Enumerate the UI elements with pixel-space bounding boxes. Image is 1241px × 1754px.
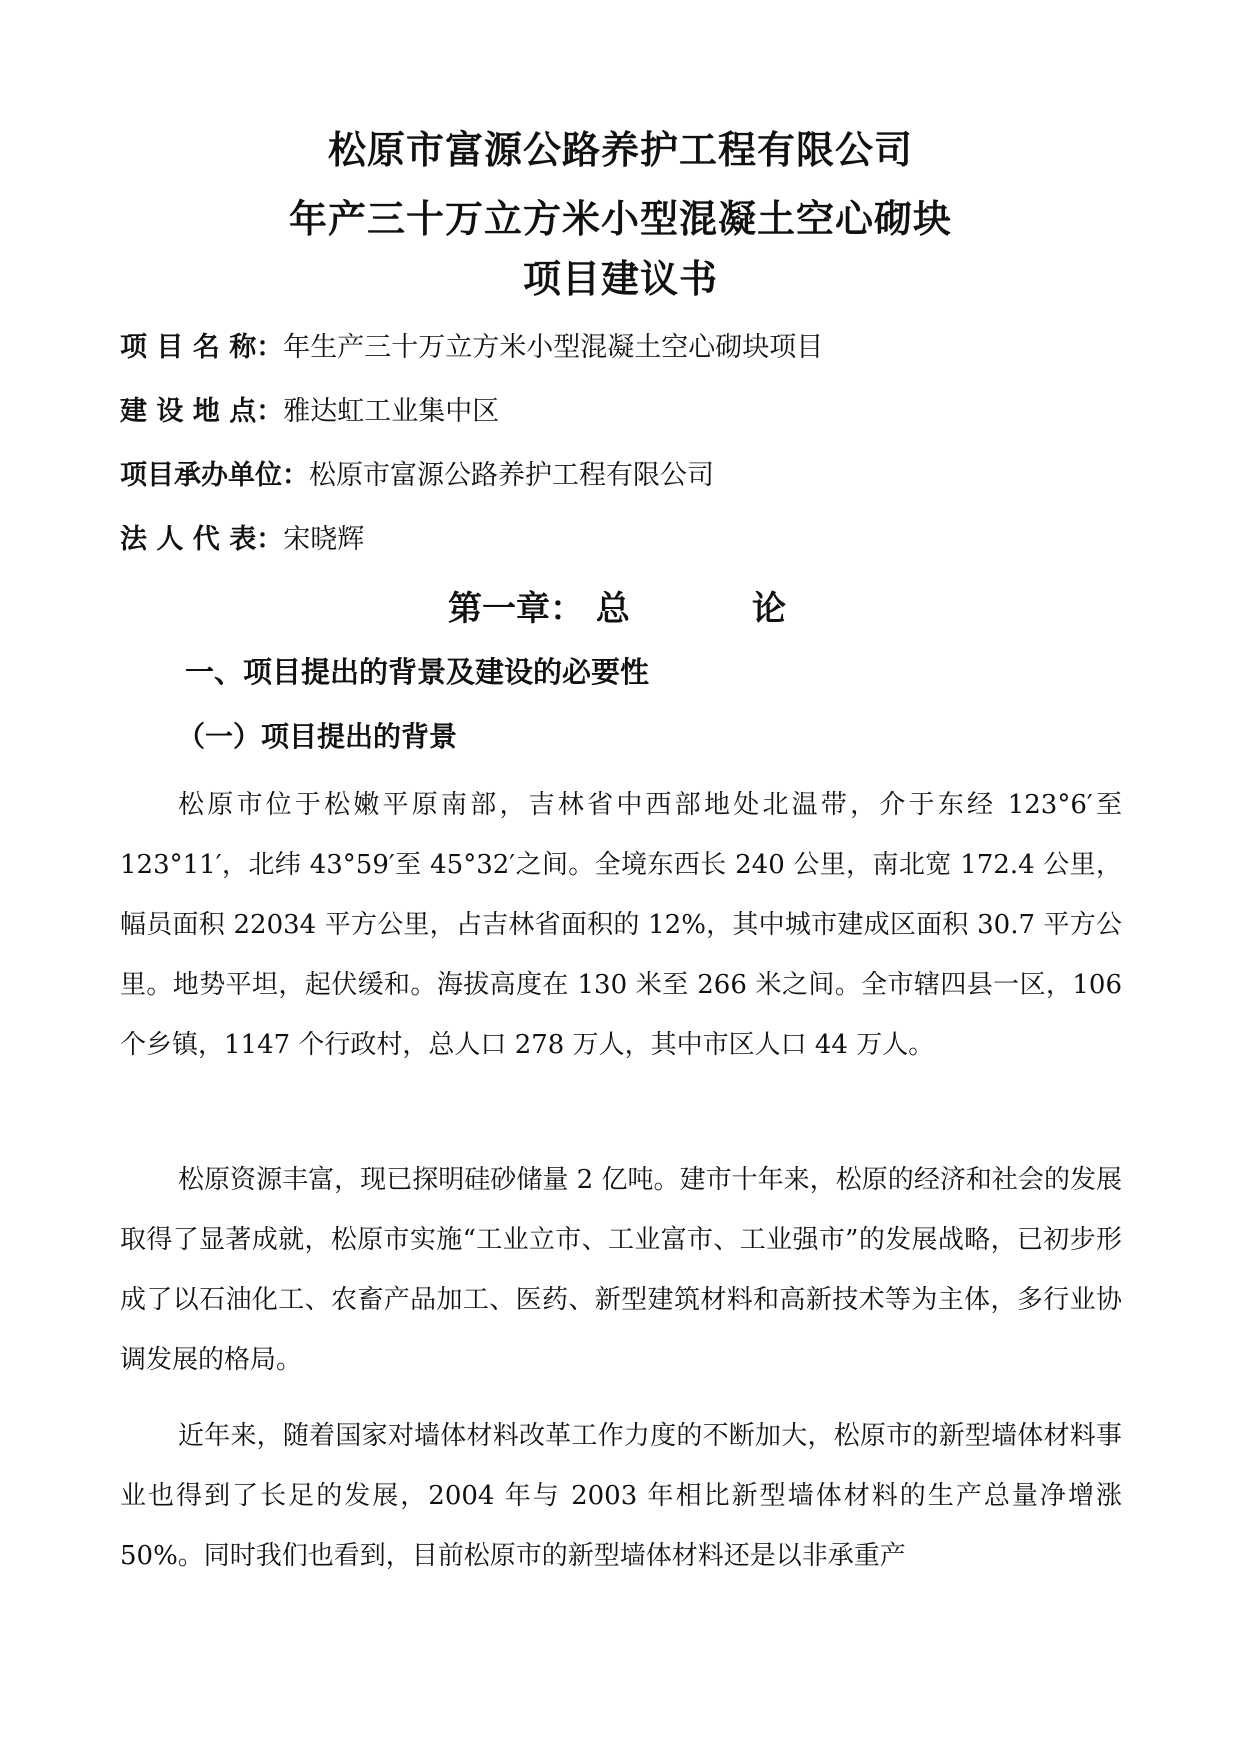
legal-rep-value: 宋晓辉 bbox=[283, 524, 365, 555]
chapter-heading-prefix: 第一章： 总 bbox=[448, 589, 630, 629]
meta-undertaker bbox=[120, 458, 1140, 494]
chapter-heading-suffix: 论 bbox=[752, 589, 786, 629]
section-heading: 一、项目提出的背景及建设的必要性 bbox=[185, 655, 650, 689]
document-title-type: 项目建议书 bbox=[522, 257, 718, 301]
project-name-value: 年生产三十万立方米小型混凝土空心砌块项目 bbox=[283, 332, 824, 363]
project-name-label: 项 目 名 称： bbox=[120, 332, 284, 363]
body-paragraph: 近年来，随着国家对墙体材料改革工作力度的不断加大，松原市的新型墙体材料事业也得到了长足的发展，2004 年与 2003 年相比新型墙体材料的生产总量净增涨 50%。同时我们也看到，目前松原市的新型墙体材料还是以非承重产 bbox=[120, 1421, 1122, 1571]
meta-location bbox=[120, 394, 1140, 430]
subsection-heading: （一）项目提出的背景 bbox=[177, 720, 458, 753]
body-paragraph: 松原资源丰富，现已探明硅砂储量 2 亿吨。建市十年来，松原的经济和社会的发展取得了显著成就，松原市实施“工业立市、工业富市、工业强市”的发展战略，已初步形成了以石油化工、农畜产品加工、医药、新型建筑材料和高新技术等为主体，多行业协调发展的格局。 bbox=[120, 1165, 1122, 1375]
undertaker-value: 松原市富源公路养护工程有限公司 bbox=[309, 460, 714, 491]
location-value: 雅达虹工业集中区 bbox=[283, 396, 500, 427]
meta-legal-representative bbox=[120, 522, 1140, 558]
chapter-heading bbox=[0, 585, 1241, 633]
legal-rep-label: 法 人 代 表： bbox=[120, 524, 284, 555]
body-paragraph: 松原市位于松嫩平原南部，吉林省中西部地处北温带，介于东经 123°6′至 123°11′，北纬 43°59′至 45°32′之间。全境东西长 240 公里，南北宽 172.4 公里，幅员面积 22034 平方公里，占吉林省面积的 12%，其中城市建成区面积 30.7 平方公里。地势平坦，起伏缓和。海拔高度在 130 米至 266 米之间。全市辖四县一区，106 个乡镇，1147 个行政村，总人口 278 万人，其中市区人口 44 万人。 bbox=[120, 790, 1122, 1060]
location-label: 建 设 地 点： bbox=[120, 396, 284, 427]
document-title-project: 年产三十万立方米小型混凝土空心砌块 bbox=[288, 197, 952, 241]
undertaker-label: 项目承办单位： bbox=[120, 460, 309, 491]
meta-project-name bbox=[120, 330, 1140, 366]
document-title-company: 松原市富源公路养护工程有限公司 bbox=[327, 128, 913, 172]
